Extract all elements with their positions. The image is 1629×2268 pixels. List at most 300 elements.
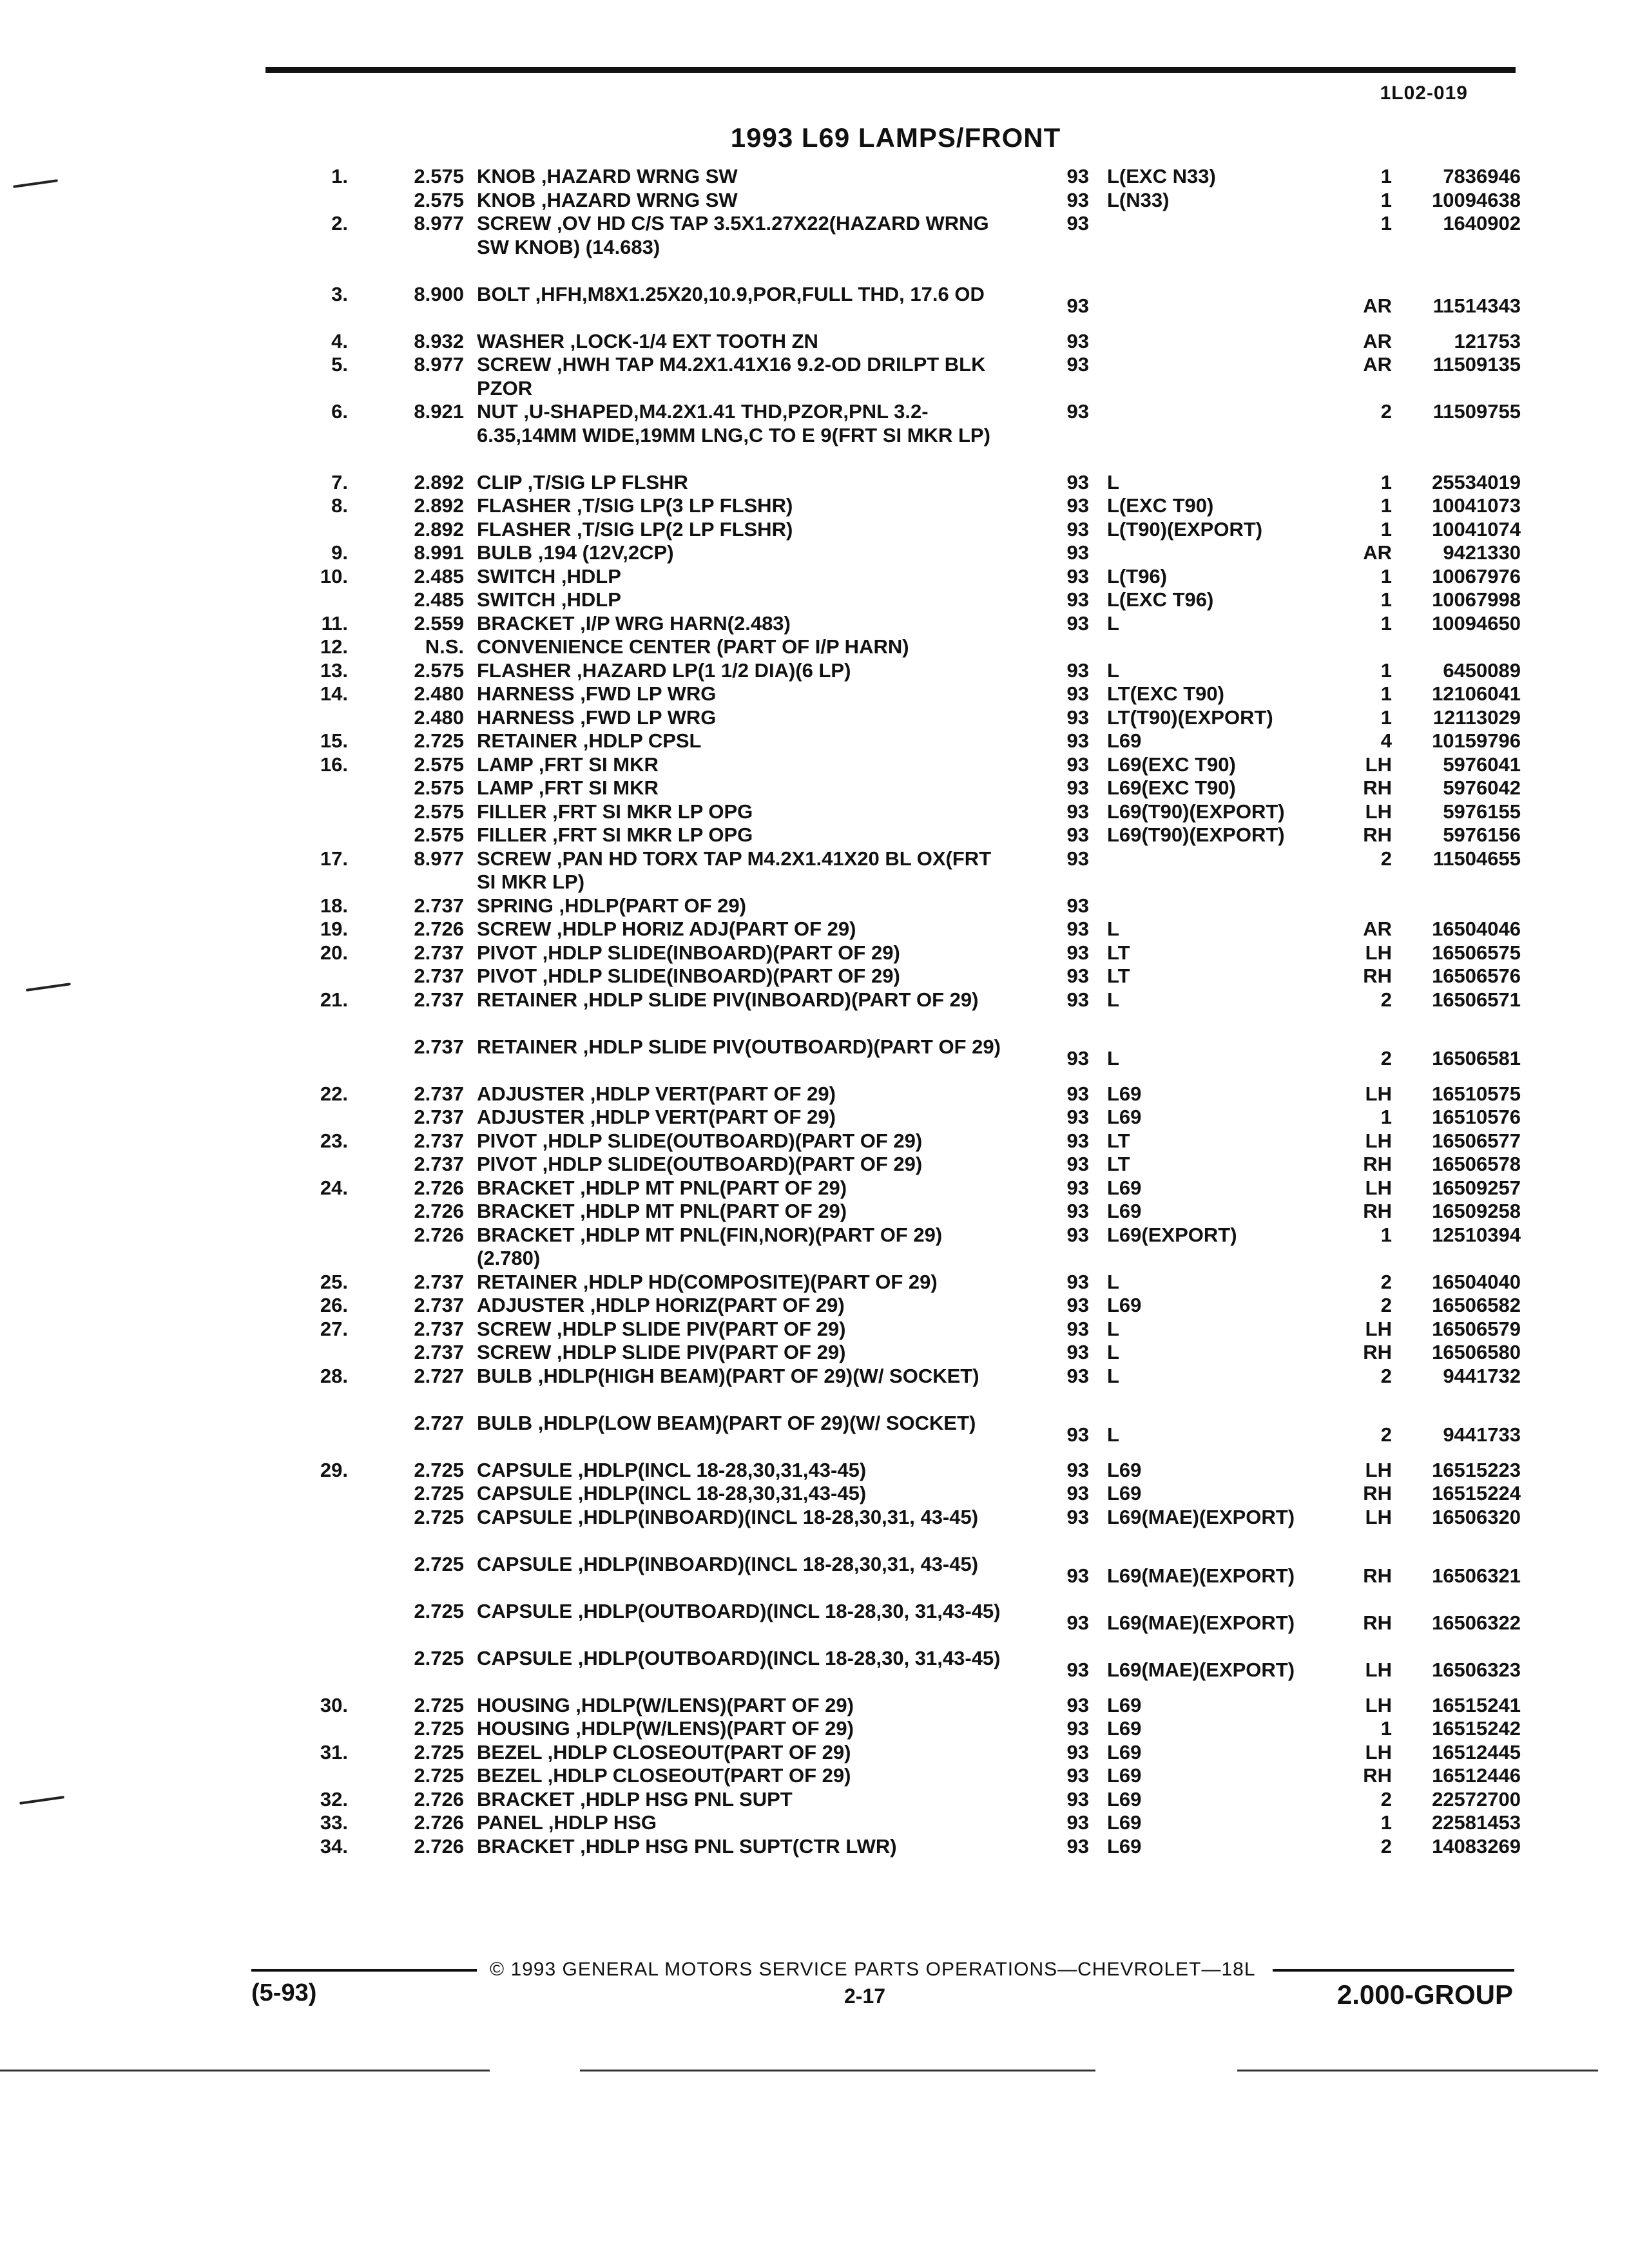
item-number: 33. xyxy=(320,1811,348,1834)
parts-row xyxy=(0,894,1629,918)
quantity: 2 xyxy=(1380,988,1392,1011)
model-year: 93 xyxy=(1066,1717,1089,1740)
usage-option: LT(T90)(EXPORT) xyxy=(1107,706,1273,729)
part-number: 16512446 xyxy=(1432,1764,1521,1787)
usage-option: L69 xyxy=(1107,1082,1142,1105)
group-number: 2.575 xyxy=(414,823,464,846)
part-number: 5976041 xyxy=(1443,753,1521,776)
part-number: 16506578 xyxy=(1432,1153,1521,1175)
quantity: 4 xyxy=(1380,729,1392,752)
item-number: 1. xyxy=(331,165,348,187)
parts-row xyxy=(0,706,1629,730)
part-description: BEZEL ,HDLP CLOSEOUT(PART OF 29) xyxy=(477,1740,851,1763)
parts-row xyxy=(0,1035,1629,1082)
footer-rule-right xyxy=(1273,1969,1514,1972)
usage-option: L69 xyxy=(1107,1764,1142,1787)
parts-row xyxy=(0,1482,1629,1506)
quantity: RH xyxy=(1363,1764,1392,1787)
model-year: 93 xyxy=(1066,823,1089,846)
part-number: 11509135 xyxy=(1432,353,1521,376)
parts-row xyxy=(0,541,1629,565)
part-number: 9441733 xyxy=(1443,1423,1521,1446)
usage-option: L69(T90)(EXPORT) xyxy=(1107,800,1285,823)
group-number: 2.737 xyxy=(414,1106,464,1128)
part-description: SCREW ,OV HD C/S TAP 3.5X1.27X22(HAZARD WRNG SW KNOB) (14.683) xyxy=(477,212,989,258)
item-number: 9. xyxy=(331,541,348,564)
parts-row xyxy=(0,1506,1629,1553)
bottom-rule xyxy=(580,2070,1095,2071)
part-description: BULB ,HDLP(HIGH BEAM)(PART OF 29)(W/ SOCKET) xyxy=(477,1364,979,1387)
part-description: HOUSING ,HDLP(W/LENS)(PART OF 29) xyxy=(477,1717,854,1740)
part-description: FLASHER ,HAZARD LP(1 1/2 DIA)(6 LP) xyxy=(477,658,851,682)
group-number: 2.726 xyxy=(414,1787,464,1811)
item-number: 23. xyxy=(320,1129,348,1152)
parts-row xyxy=(0,729,1629,753)
parts-row xyxy=(0,753,1629,777)
part-description: RETAINER ,HDLP CPSL xyxy=(477,729,702,752)
quantity: AR xyxy=(1363,918,1392,940)
quantity: LH xyxy=(1365,1658,1392,1681)
usage-option: L69 xyxy=(1107,1200,1142,1222)
footer-page-number: 2-17 xyxy=(844,1984,886,2008)
page-code: 1L02-019 xyxy=(1380,82,1468,104)
model-year: 93 xyxy=(1066,212,1089,235)
usage-option: L69(T90)(EXPORT) xyxy=(1107,823,1285,846)
item-number: 16. xyxy=(320,753,348,776)
group-number: 2.725 xyxy=(414,1717,464,1740)
quantity: AR xyxy=(1363,353,1392,376)
parts-row xyxy=(0,518,1629,542)
parts-row xyxy=(0,776,1629,800)
quantity: 1 xyxy=(1380,165,1392,187)
model-year: 93 xyxy=(1066,918,1089,940)
usage-option: L(EXC N33) xyxy=(1107,165,1216,187)
part-number: 11509755 xyxy=(1432,400,1521,423)
part-number: 16506321 xyxy=(1432,1564,1521,1587)
item-number: 21. xyxy=(320,988,348,1011)
item-number: 6. xyxy=(331,400,348,423)
part-number: 9441732 xyxy=(1443,1364,1521,1387)
group-number: 2.727 xyxy=(414,1411,464,1434)
part-number: 16506320 xyxy=(1432,1505,1521,1528)
part-number: 16504040 xyxy=(1432,1270,1521,1293)
quantity: 1 xyxy=(1380,611,1392,635)
parts-row xyxy=(0,471,1629,495)
model-year: 93 xyxy=(1066,1764,1089,1787)
group-number: N.S. xyxy=(425,635,464,658)
part-number: 16509257 xyxy=(1432,1176,1521,1199)
item-number: 32. xyxy=(320,1787,348,1811)
part-number: 5976156 xyxy=(1443,823,1521,846)
group-number: 2.737 xyxy=(414,1294,464,1316)
quantity: RH xyxy=(1363,823,1392,846)
model-year: 93 xyxy=(1066,1364,1089,1387)
quantity: LH xyxy=(1365,1082,1392,1105)
part-description: FILLER ,FRT SI MKR LP OPG xyxy=(477,800,753,823)
part-description: BULB ,HDLP(LOW BEAM)(PART OF 29)(W/ SOCKET) xyxy=(477,1411,976,1434)
usage-option: L69 xyxy=(1107,1740,1142,1763)
part-description: NUT ,U-SHAPED,M4.2X1.41 THD,PZOR,PNL 3.2-6.35,14MM WIDE,19MM LNG,C TO E 9(FRT SI MKR LP) xyxy=(477,400,990,447)
part-number: 16510576 xyxy=(1432,1106,1521,1128)
model-year: 93 xyxy=(1066,400,1089,423)
item-number: 5. xyxy=(331,353,348,376)
footer-group: 2.000-GROUP xyxy=(1336,1979,1513,2010)
part-description: LAMP ,FRT SI MKR xyxy=(477,753,659,776)
part-number: 16506322 xyxy=(1432,1611,1521,1634)
item-number: 4. xyxy=(331,329,348,352)
usage-option: L(N33) xyxy=(1107,188,1170,211)
part-number: 9421330 xyxy=(1443,541,1521,564)
quantity: LH xyxy=(1365,1505,1392,1528)
model-year: 93 xyxy=(1066,706,1089,729)
usage-option: L69 xyxy=(1107,1176,1142,1199)
model-year: 93 xyxy=(1066,494,1089,517)
part-number: 10094638 xyxy=(1432,188,1521,211)
quantity: 1 xyxy=(1380,494,1392,517)
group-number: 2.575 xyxy=(414,753,464,776)
group-number: 2.575 xyxy=(414,165,464,187)
model-year: 93 xyxy=(1066,776,1089,799)
group-number: 8.977 xyxy=(414,847,464,870)
page-title: 1993 L69 LAMPS/FRONT xyxy=(730,122,1061,153)
parts-row xyxy=(0,189,1629,213)
item-number: 22. xyxy=(320,1082,348,1105)
part-description: CAPSULE ,HDLP(INCL 18-28,30,31,43-45) xyxy=(477,1482,867,1504)
parts-row xyxy=(0,330,1629,354)
parts-row xyxy=(0,1459,1629,1483)
model-year: 93 xyxy=(1066,1458,1089,1481)
group-number: 2.725 xyxy=(414,1458,464,1481)
model-year: 93 xyxy=(1066,658,1089,682)
usage-option: L69(EXC T90) xyxy=(1107,753,1236,776)
part-number: 121753 xyxy=(1454,329,1521,352)
item-number: 18. xyxy=(320,894,348,917)
item-number: 15. xyxy=(320,729,348,752)
parts-row xyxy=(0,165,1629,189)
group-number: 2.737 xyxy=(414,1129,464,1152)
footer-copyright: © 1993 GENERAL MOTORS SERVICE PARTS OPERATIONS—CHEVROLET—18L xyxy=(490,1959,1256,1980)
usage-option: LT xyxy=(1107,1153,1130,1175)
parts-row xyxy=(0,659,1629,683)
parts-row xyxy=(0,1717,1629,1741)
usage-option: L xyxy=(1107,1270,1119,1293)
model-year: 93 xyxy=(1066,1341,1089,1363)
model-year: 93 xyxy=(1066,1611,1089,1634)
model-year: 93 xyxy=(1066,1423,1089,1446)
parts-row xyxy=(0,1318,1629,1341)
quantity: AR xyxy=(1363,294,1392,317)
group-number: 2.737 xyxy=(414,1153,464,1175)
usage-option: L xyxy=(1107,1046,1119,1070)
usage-option: L xyxy=(1107,1423,1119,1446)
part-number: 12113029 xyxy=(1432,706,1521,729)
parts-row xyxy=(0,941,1629,965)
part-description: SCREW ,HDLP SLIDE PIV(PART OF 29) xyxy=(477,1341,846,1363)
group-number: 2.737 xyxy=(414,894,464,917)
part-description: KNOB ,HAZARD WRNG SW xyxy=(477,188,738,211)
part-description: BRACKET ,HDLP MT PNL(PART OF 29) xyxy=(477,1176,847,1199)
bottom-rule xyxy=(0,2070,490,2071)
part-description: SCREW ,PAN HD TORX TAP M4.2X1.41X20 BL OX(FRT SI MKR LP) xyxy=(477,847,992,893)
part-number: 14083269 xyxy=(1432,1834,1521,1858)
part-number: 5976155 xyxy=(1443,800,1521,823)
group-number: 8.921 xyxy=(414,400,464,423)
usage-option: L(T90)(EXPORT) xyxy=(1107,517,1263,541)
parts-row xyxy=(0,494,1629,518)
model-year: 93 xyxy=(1066,1834,1089,1858)
usage-option: LT xyxy=(1107,1129,1130,1152)
model-year: 93 xyxy=(1066,1153,1089,1175)
model-year: 93 xyxy=(1066,1200,1089,1222)
model-year: 93 xyxy=(1066,1505,1089,1528)
usage-option: L xyxy=(1107,1364,1119,1387)
quantity: RH xyxy=(1363,776,1392,799)
group-number: 2.892 xyxy=(414,517,464,541)
parts-row xyxy=(0,1200,1629,1224)
model-year: 93 xyxy=(1066,1129,1089,1152)
group-number: 2.737 xyxy=(414,941,464,964)
parts-row xyxy=(0,1082,1629,1106)
part-description: ADJUSTER ,HDLP HORIZ(PART OF 29) xyxy=(477,1294,845,1316)
part-description: SCREW ,HWH TAP M4.2X1.41X16 9.2-OD DRILPT BLK PZOR xyxy=(477,353,986,399)
part-number: 16515242 xyxy=(1432,1717,1521,1740)
model-year: 93 xyxy=(1066,847,1089,870)
usage-option: L69 xyxy=(1107,1717,1142,1740)
parts-row xyxy=(0,1694,1629,1718)
group-number: 2.737 xyxy=(414,1317,464,1340)
parts-row xyxy=(0,1647,1629,1694)
parts-row xyxy=(0,847,1629,894)
group-number: 2.725 xyxy=(414,1740,464,1763)
quantity: LH xyxy=(1365,753,1392,776)
parts-row xyxy=(0,1741,1629,1765)
parts-row xyxy=(0,1153,1629,1177)
group-number: 2.480 xyxy=(414,682,464,705)
model-year: 93 xyxy=(1066,941,1089,964)
usage-option: L69(EXPORT) xyxy=(1107,1223,1237,1246)
part-description: ADJUSTER ,HDLP VERT(PART OF 29) xyxy=(477,1106,836,1128)
quantity: 1 xyxy=(1380,517,1392,541)
group-number: 2.737 xyxy=(414,965,464,987)
part-number: 22572700 xyxy=(1432,1787,1521,1811)
usage-option: L(EXC T90) xyxy=(1107,494,1214,517)
usage-option: L(EXC T96) xyxy=(1107,588,1214,611)
part-number: 16509258 xyxy=(1432,1200,1521,1222)
part-description: FLASHER ,T/SIG LP(3 LP FLSHR) xyxy=(477,494,793,517)
model-year: 93 xyxy=(1066,165,1089,187)
quantity: LH xyxy=(1365,1740,1392,1763)
item-number: 26. xyxy=(320,1294,348,1316)
item-number: 19. xyxy=(320,918,348,940)
group-number: 2.725 xyxy=(414,1646,464,1669)
quantity: RH xyxy=(1363,1611,1392,1634)
parts-row xyxy=(0,1365,1629,1412)
model-year: 93 xyxy=(1066,800,1089,823)
part-number: 16506575 xyxy=(1432,941,1521,964)
group-number: 8.977 xyxy=(414,212,464,235)
part-description: CAPSULE ,HDLP(OUTBOARD)(INCL 18-28,30, 31,43-45) xyxy=(477,1646,1001,1669)
parts-row xyxy=(0,283,1629,330)
group-number: 2.485 xyxy=(414,588,464,611)
usage-option: LT xyxy=(1107,941,1130,964)
parts-list xyxy=(0,165,1629,1858)
item-number: 28. xyxy=(320,1364,348,1387)
quantity: 2 xyxy=(1380,1834,1392,1858)
parts-row xyxy=(0,988,1629,1035)
part-number: 11504655 xyxy=(1432,847,1521,870)
item-number: 27. xyxy=(320,1317,348,1340)
quantity: 1 xyxy=(1380,1223,1392,1246)
group-number: 2.737 xyxy=(414,1341,464,1363)
group-number: 2.575 xyxy=(414,776,464,799)
group-number: 2.726 xyxy=(414,1176,464,1199)
model-year: 93 xyxy=(1066,1223,1089,1246)
part-number: 16506577 xyxy=(1432,1129,1521,1152)
quantity: RH xyxy=(1363,1564,1392,1587)
quantity: LH xyxy=(1365,800,1392,823)
part-description: PIVOT ,HDLP SLIDE(INBOARD)(PART OF 29) xyxy=(477,941,900,964)
parts-row xyxy=(0,353,1629,400)
usage-option: L xyxy=(1107,1341,1119,1363)
item-number: 10. xyxy=(320,564,348,588)
part-description: WASHER ,LOCK-1/4 EXT TOOTH ZN xyxy=(477,329,818,352)
part-description: BULB ,194 (12V,2CP) xyxy=(477,541,674,564)
quantity: 2 xyxy=(1380,400,1392,423)
usage-option: L69 xyxy=(1107,1482,1142,1504)
quantity: LH xyxy=(1365,1129,1392,1152)
part-description: LAMP ,FRT SI MKR xyxy=(477,776,659,799)
quantity: 2 xyxy=(1380,1294,1392,1316)
usage-option: L(T96) xyxy=(1107,564,1167,588)
model-year: 93 xyxy=(1066,517,1089,541)
part-number: 10067976 xyxy=(1432,564,1521,588)
parts-row xyxy=(0,1600,1629,1647)
part-description: HARNESS ,FWD LP WRG xyxy=(477,706,717,729)
part-description: CAPSULE ,HDLP(INBOARD)(INCL 18-28,30,31, 43-45) xyxy=(477,1505,979,1528)
group-number: 2.725 xyxy=(414,729,464,752)
quantity: 1 xyxy=(1380,1811,1392,1834)
usage-option: L69 xyxy=(1107,1106,1142,1128)
part-number: 1640902 xyxy=(1443,212,1521,235)
quantity: 1 xyxy=(1380,564,1392,588)
parts-row xyxy=(0,1788,1629,1812)
item-number: 11. xyxy=(321,611,348,635)
usage-option: L xyxy=(1107,611,1119,635)
usage-option: L69 xyxy=(1107,1834,1142,1858)
parts-row xyxy=(0,1553,1629,1600)
part-number: 25534019 xyxy=(1432,470,1521,494)
quantity: 2 xyxy=(1380,1364,1392,1387)
group-number: 2.726 xyxy=(414,1200,464,1222)
model-year: 93 xyxy=(1066,894,1089,917)
model-year: 93 xyxy=(1066,1294,1089,1316)
part-number: 12510394 xyxy=(1432,1223,1521,1246)
part-description: SCREW ,HDLP SLIDE PIV(PART OF 29) xyxy=(477,1317,846,1340)
item-number: 34. xyxy=(320,1834,348,1858)
part-number: 16515224 xyxy=(1432,1482,1521,1504)
part-description: CAPSULE ,HDLP(OUTBOARD)(INCL 18-28,30, 31,43-45) xyxy=(477,1599,1001,1622)
parts-row xyxy=(0,1764,1629,1788)
part-description: FLASHER ,T/SIG LP(2 LP FLSHR) xyxy=(477,517,793,541)
parts-row xyxy=(0,612,1629,636)
parts-row xyxy=(0,965,1629,988)
model-year: 93 xyxy=(1066,1317,1089,1340)
quantity: RH xyxy=(1363,965,1392,987)
group-number: 2.737 xyxy=(414,1035,464,1058)
model-year: 93 xyxy=(1066,988,1089,1011)
group-number: 8.900 xyxy=(414,282,464,305)
item-number: 12. xyxy=(320,635,348,658)
group-number: 2.726 xyxy=(414,1834,464,1858)
model-year: 93 xyxy=(1066,1658,1089,1681)
group-number: 2.485 xyxy=(414,564,464,588)
group-number: 2.559 xyxy=(414,611,464,635)
part-number: 11514343 xyxy=(1432,294,1521,317)
part-number: 16504046 xyxy=(1432,918,1521,940)
part-number: 16506571 xyxy=(1432,988,1521,1011)
quantity: 2 xyxy=(1380,1423,1392,1446)
quantity: LH xyxy=(1365,1176,1392,1199)
quantity: AR xyxy=(1363,329,1392,352)
item-number: 17. xyxy=(320,847,348,870)
group-number: 2.737 xyxy=(414,1270,464,1293)
model-year: 93 xyxy=(1066,329,1089,352)
part-description: FILLER ,FRT SI MKR LP OPG xyxy=(477,823,753,846)
quantity: RH xyxy=(1363,1153,1392,1175)
quantity: LH xyxy=(1365,1458,1392,1481)
model-year: 93 xyxy=(1066,1740,1089,1763)
group-number: 2.725 xyxy=(414,1599,464,1622)
group-number: 2.725 xyxy=(414,1482,464,1504)
parts-row xyxy=(0,1811,1629,1835)
model-year: 93 xyxy=(1066,682,1089,705)
part-description: PIVOT ,HDLP SLIDE(OUTBOARD)(PART OF 29) xyxy=(477,1153,923,1175)
model-year: 93 xyxy=(1066,729,1089,752)
parts-row xyxy=(0,1106,1629,1129)
part-description: RETAINER ,HDLP HD(COMPOSITE)(PART OF 29) xyxy=(477,1270,938,1293)
part-description: BRACKET ,HDLP HSG PNL SUPT(CTR LWR) xyxy=(477,1834,897,1858)
usage-option: L xyxy=(1107,470,1119,494)
part-description: ADJUSTER ,HDLP VERT(PART OF 29) xyxy=(477,1082,836,1105)
quantity: 2 xyxy=(1380,847,1392,870)
part-description: RETAINER ,HDLP SLIDE PIV(INBOARD)(PART OF 29) xyxy=(477,988,979,1011)
usage-option: L69 xyxy=(1107,1787,1142,1811)
group-number: 2.726 xyxy=(414,1811,464,1834)
quantity: 1 xyxy=(1380,1717,1392,1740)
parts-row xyxy=(0,682,1629,706)
usage-option: L69(EXC T90) xyxy=(1107,776,1236,799)
quantity: 2 xyxy=(1380,1270,1392,1293)
quantity: 1 xyxy=(1380,682,1392,705)
usage-option: L69(MAE)(EXPORT) xyxy=(1107,1658,1295,1681)
quantity: LH xyxy=(1365,1317,1392,1340)
model-year: 93 xyxy=(1066,188,1089,211)
item-number: 29. xyxy=(320,1458,348,1481)
model-year: 93 xyxy=(1066,1106,1089,1128)
quantity: RH xyxy=(1363,1341,1392,1363)
quantity: 1 xyxy=(1380,212,1392,235)
group-number: 2.575 xyxy=(414,800,464,823)
part-description: BRACKET ,I/P WRG HARN(2.483) xyxy=(477,611,791,635)
part-number: 10159796 xyxy=(1432,729,1521,752)
part-description: SCREW ,HDLP HORIZ ADJ(PART OF 29) xyxy=(477,918,856,940)
part-description: BOLT ,HFH,M8X1.25X20,10.9,POR,FULL THD, 17.6 OD xyxy=(477,282,985,305)
group-number: 2.737 xyxy=(414,1082,464,1105)
usage-option: L69 xyxy=(1107,1458,1142,1481)
item-number: 24. xyxy=(320,1176,348,1199)
top-rule xyxy=(265,67,1516,73)
model-year: 93 xyxy=(1066,294,1089,317)
